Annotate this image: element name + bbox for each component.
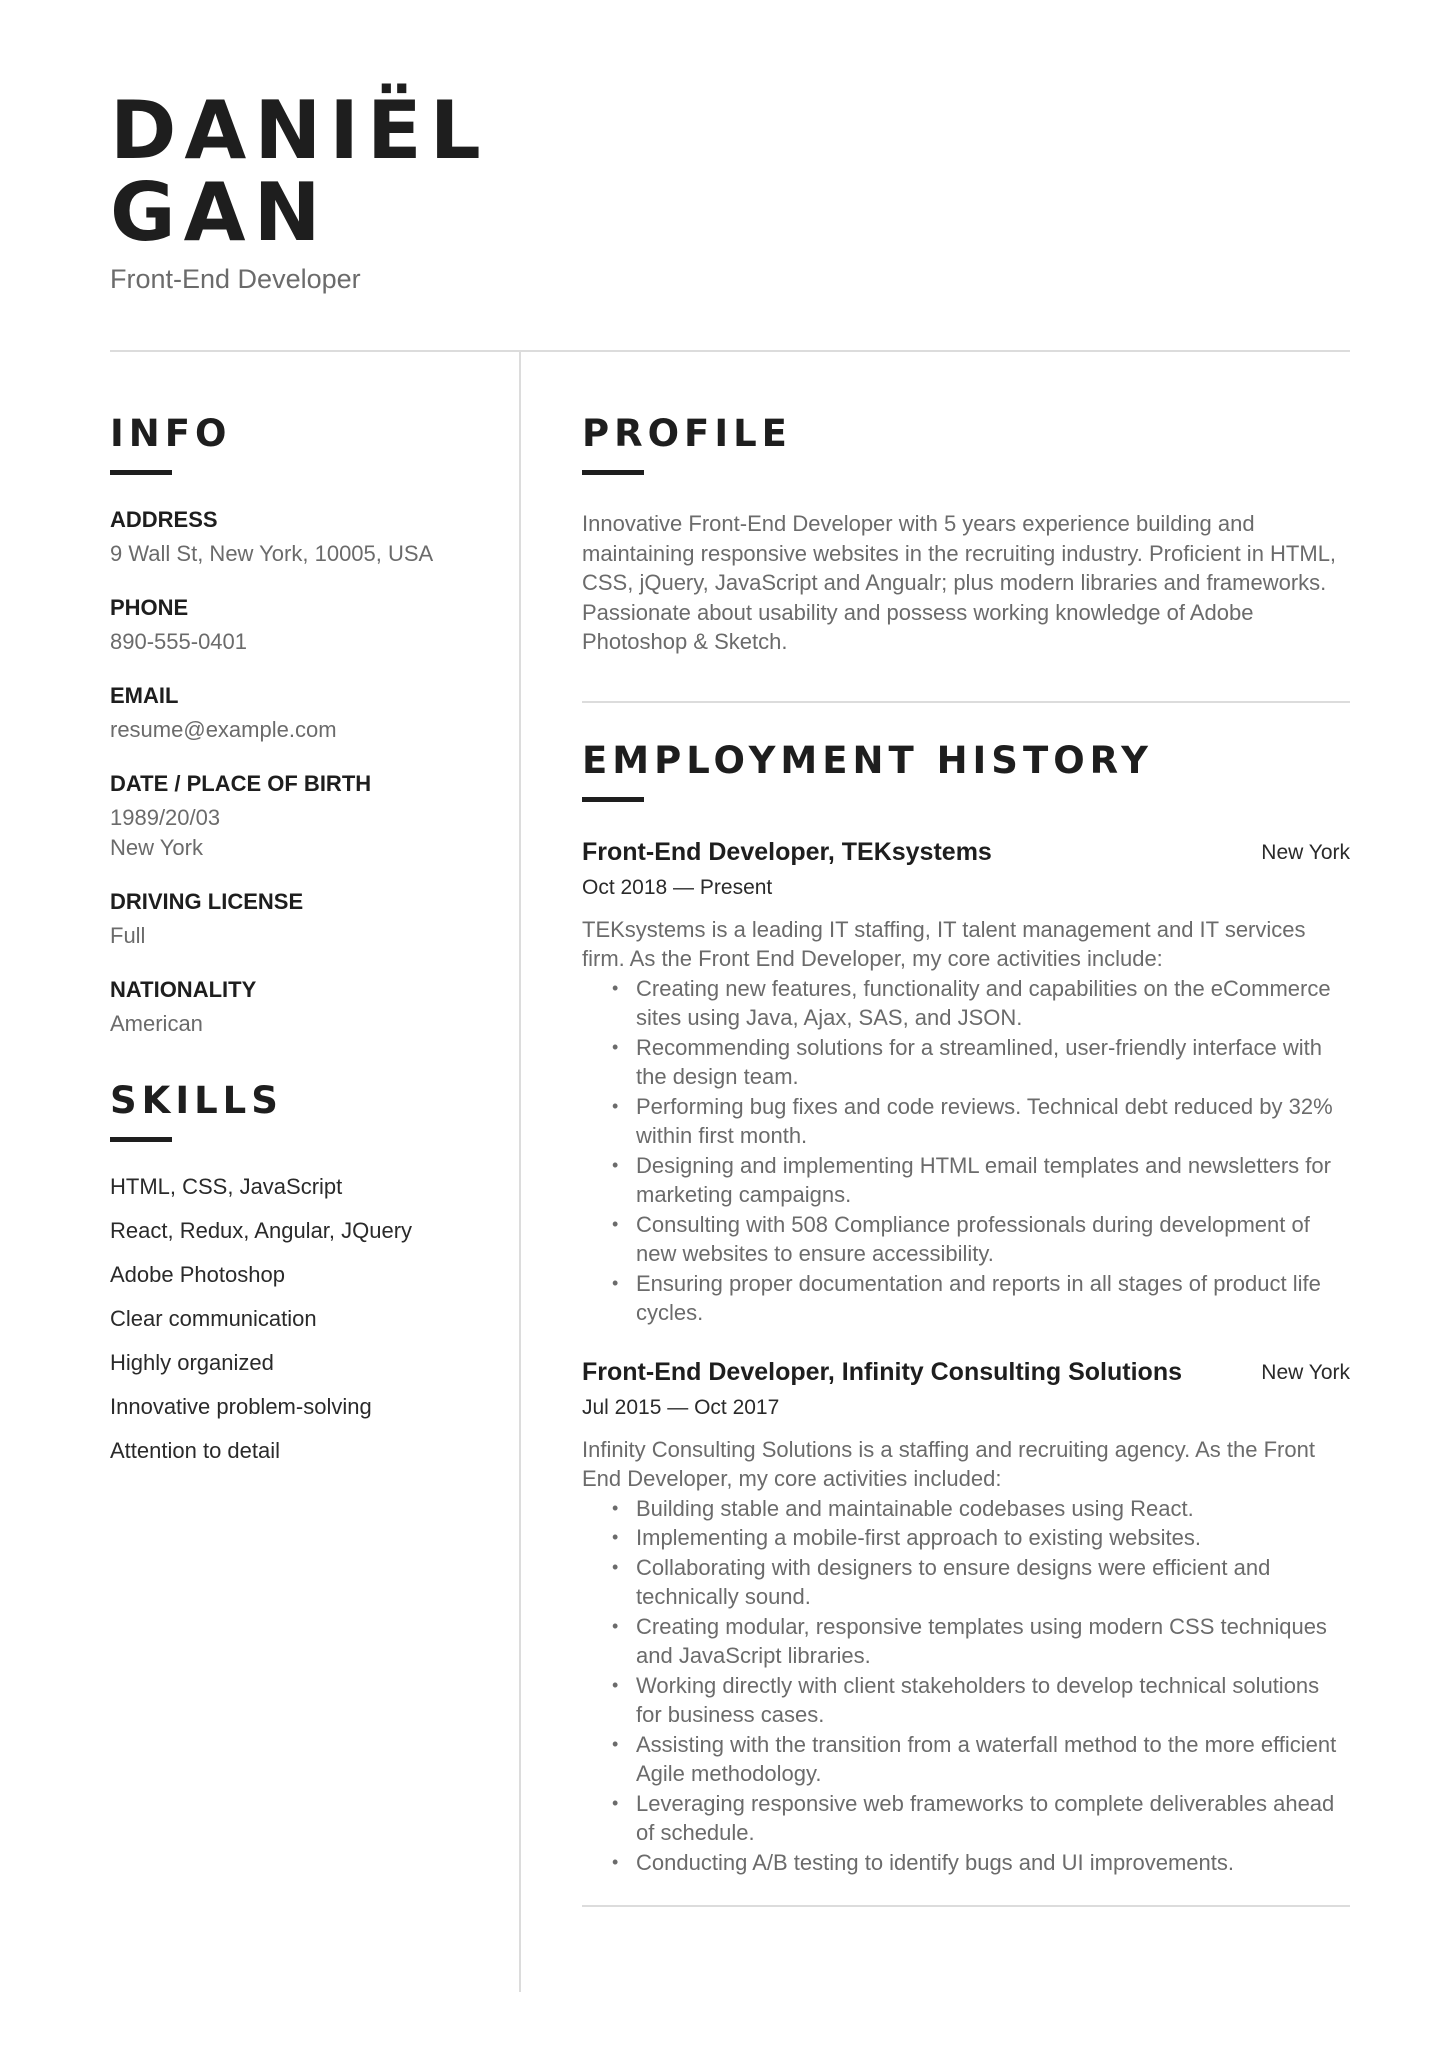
employment-heading: EMPLOYMENT HISTORY	[582, 738, 1153, 782]
bullet-icon: •	[612, 1272, 619, 1293]
info-label: DRIVING LICENSE	[110, 889, 304, 914]
job-bullet	[582, 1789, 1350, 1848]
bullet-icon: •	[612, 1674, 619, 1695]
job-bullet	[582, 1269, 1350, 1328]
job-bullet-text: Building stable and maintainable codebases using React.	[636, 1495, 1194, 1521]
skills-heading-bar	[110, 1137, 172, 1142]
employment-heading-bar	[582, 797, 644, 802]
job-bullet-text: Assisting with the transition from a waterfall method to the more efficient Agile methodology.	[636, 1731, 1337, 1786]
skill-item: HTML, CSS, JavaScript	[110, 1174, 343, 1199]
bullet-icon: •	[612, 1213, 619, 1234]
job-dates: Oct 2018 — Present	[582, 875, 773, 899]
job-bullet-text: Collaborating with designers to ensure designs were efficient and technically sound.	[636, 1554, 1271, 1609]
job-bullet-text: Recommending solutions for a streamlined, user-friendly interface with the design team.	[636, 1034, 1322, 1089]
profile-heading-bar	[582, 470, 644, 475]
info-value-place: New York	[110, 835, 203, 860]
info-section	[110, 412, 500, 1039]
job-bullets	[582, 1494, 1350, 1878]
job-location: New York	[1261, 840, 1350, 864]
bullet-icon: •	[612, 1733, 619, 1754]
employment-section	[582, 739, 1350, 1908]
candidate-name	[110, 84, 489, 259]
job-bullet	[582, 1151, 1350, 1210]
info-value: 9 Wall St, New York, 10005, USA	[110, 541, 434, 566]
bullet-icon: •	[612, 1792, 619, 1813]
job-description: Infinity Consulting Solutions is a staffing and recruiting agency. As the Front End Developer, my core activities included:	[582, 1436, 1315, 1491]
job-bullet-text: Creating new features, functionality and capabilities on the eCommerce sites using Java, Ajax, SAS, and JSON.	[636, 975, 1331, 1030]
bullet-icon: •	[612, 977, 619, 998]
candidate-title: Front-End Developer	[110, 264, 361, 294]
skill-item: Highly organized	[110, 1350, 274, 1375]
job-bullet	[582, 974, 1350, 1033]
info-item-address	[110, 505, 500, 569]
info-item-license	[110, 887, 500, 951]
info-item-email	[110, 681, 500, 745]
info-value: American	[110, 1011, 203, 1036]
job-dates: Jul 2015 — Oct 2017	[582, 1395, 780, 1419]
job-bullet-text: Leveraging responsive web frameworks to complete deliverables ahead of schedule.	[636, 1790, 1335, 1845]
info-item-birth	[110, 769, 500, 863]
job-entry	[582, 1356, 1350, 1878]
bullet-icon: •	[612, 1095, 619, 1116]
job-bullet-text: Implementing a mobile-first approach to existing websites.	[636, 1525, 1201, 1550]
job-bullet-text: Performing bug fixes and code reviews. Technical debt reduced by 32% within first month.	[636, 1093, 1333, 1148]
job-bullet-text: Creating modular, responsive templates using modern CSS techniques and JavaScript libraries.	[636, 1613, 1327, 1668]
profile-text: Innovative Front-End Developer with 5 years experience building and maintaining responsive websites in the recruiting industry. Proficient in HTML, CSS, jQuery, JavaScript and Angualr; plus modern libraries and frameworks. Passionate about usability and possess working knowledge of Adobe Photoshop & Sketch.	[582, 511, 1337, 654]
info-list	[110, 505, 500, 1039]
info-item-phone	[110, 593, 500, 657]
employment-end-divider	[582, 1905, 1350, 1907]
job-bullet	[582, 1730, 1350, 1789]
name-line-last: GAN	[110, 166, 329, 259]
job-bullet-text: Consulting with 508 Compliance professionals during development of new websites to ensure accessibility.	[636, 1211, 1310, 1266]
bullet-icon: •	[612, 1615, 619, 1636]
info-value: 890-555-0401	[110, 629, 248, 654]
bullet-icon: •	[612, 1154, 619, 1175]
info-value: Full	[110, 923, 146, 948]
job-bullet-text: Designing and implementing HTML email templates and newsletters for marketing campaigns.	[636, 1152, 1331, 1207]
info-label: PHONE	[110, 595, 189, 620]
job-entry	[582, 836, 1350, 1328]
header-divider	[110, 350, 1350, 352]
info-item-nationality	[110, 975, 500, 1039]
right-column	[582, 412, 1350, 1907]
info-label: NATIONALITY	[110, 977, 257, 1002]
job-title: Front-End Developer, TEKsystems	[582, 837, 992, 866]
skills-section	[110, 1079, 500, 1466]
skills-list	[110, 1172, 500, 1466]
info-label: EMAIL	[110, 683, 179, 708]
bullet-icon: •	[612, 1527, 619, 1547]
info-label: DATE / PLACE OF BIRTH	[110, 771, 372, 796]
bullet-icon: •	[612, 1497, 619, 1518]
job-bullet	[582, 1523, 1350, 1553]
job-list	[582, 836, 1350, 1878]
skill-item: Innovative problem-solving	[110, 1394, 372, 1419]
job-bullet-text: Working directly with client stakeholders to develop technical solutions for business cases.	[636, 1672, 1320, 1727]
job-bullet-text: Ensuring proper documentation and reports in all stages of product life cycles.	[636, 1270, 1321, 1325]
job-location: New York	[1261, 1360, 1350, 1384]
skill-item: Adobe Photoshop	[110, 1262, 285, 1287]
job-bullet	[582, 1494, 1350, 1524]
job-header	[582, 836, 1350, 869]
skill-item: Clear communication	[110, 1306, 317, 1331]
job-bullet	[582, 1671, 1350, 1730]
job-description: TEKsystems is a leading IT staffing, IT talent management and IT services firm. As the Front End Developer, my core activities include:	[582, 916, 1306, 971]
job-bullet	[582, 1553, 1350, 1612]
info-value: 1989/20/03	[110, 805, 221, 830]
skill-item: React, Redux, Angular, JQuery	[110, 1218, 413, 1243]
skill-item: Attention to detail	[110, 1438, 281, 1463]
profile-divider	[582, 701, 1350, 703]
bullet-icon: •	[612, 1851, 619, 1872]
job-bullet	[582, 1033, 1350, 1092]
job-bullet	[582, 1848, 1350, 1878]
skills-heading: SKILLS	[110, 1079, 283, 1122]
job-bullet	[582, 1210, 1350, 1269]
job-title: Front-End Developer, Infinity Consulting Solutions	[582, 1357, 1182, 1386]
info-label: ADDRESS	[110, 507, 218, 532]
job-header	[582, 1356, 1350, 1389]
info-heading: INFO	[110, 412, 232, 455]
bullet-icon: •	[612, 1036, 619, 1057]
bullet-icon: •	[612, 1556, 619, 1577]
left-column	[110, 412, 500, 1480]
job-bullet	[582, 1612, 1350, 1671]
column-divider	[519, 352, 521, 1992]
name-line-first: DANIËL	[110, 84, 489, 177]
profile-section	[582, 412, 1350, 657]
profile-heading: PROFILE	[582, 412, 792, 455]
info-value: resume@example.com	[110, 717, 337, 742]
job-bullets	[582, 974, 1350, 1328]
info-heading-bar	[110, 470, 172, 475]
job-bullet-text: Conducting A/B testing to identify bugs and UI improvements.	[636, 1849, 1234, 1875]
job-bullet	[582, 1092, 1350, 1151]
